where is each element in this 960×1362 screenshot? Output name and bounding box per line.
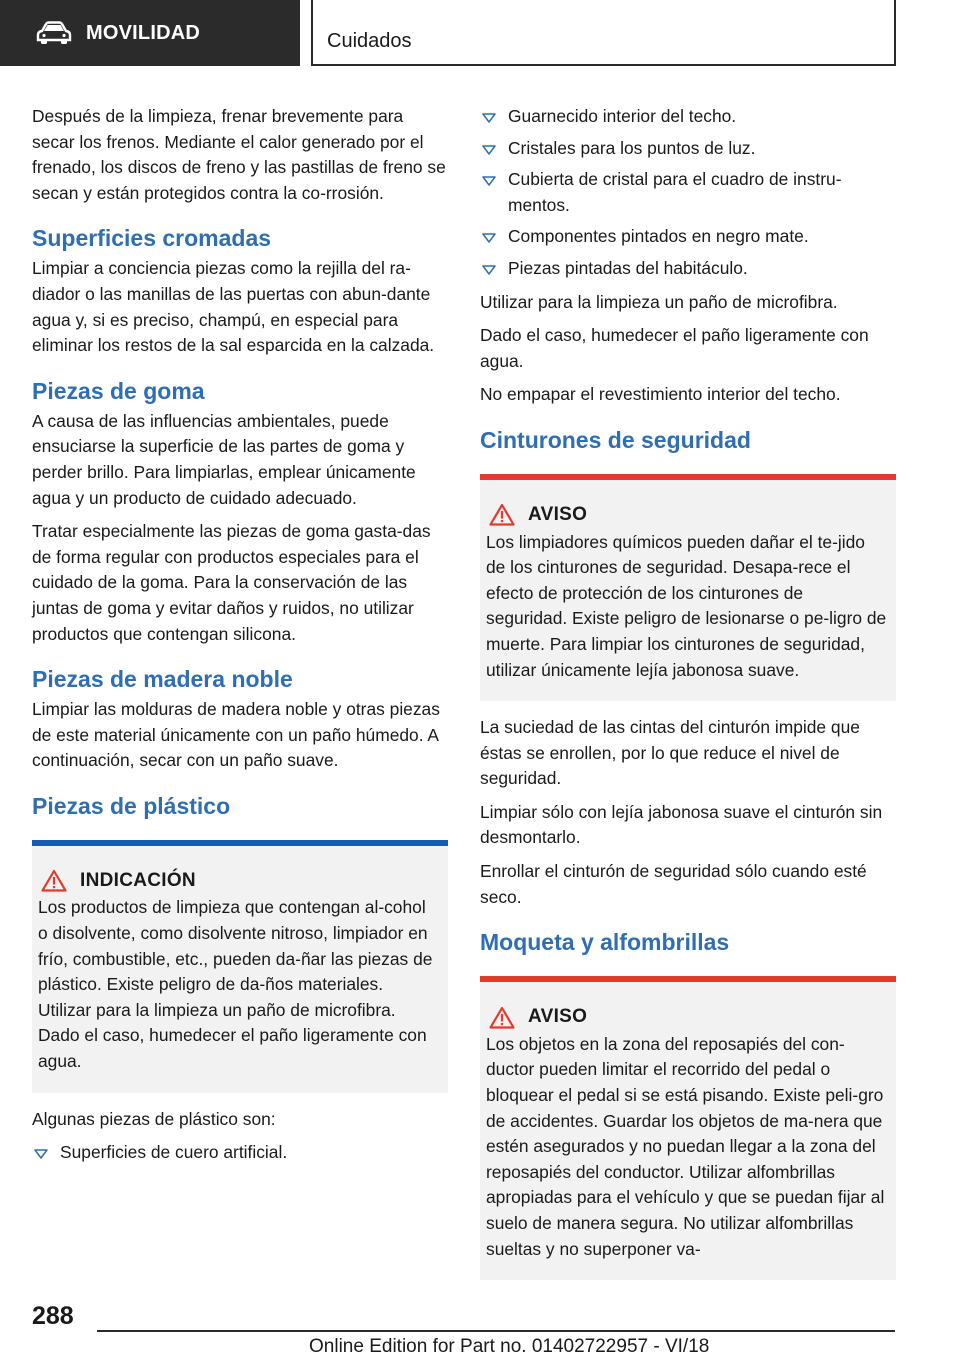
- warning-triangle-icon: [489, 503, 515, 526]
- list-item: Piezas pintadas del habitáculo.: [480, 256, 896, 282]
- page-header: [0, 0, 960, 66]
- warning-box-moqueta: [480, 976, 896, 1280]
- warning-text: Los limpiadores químicos pueden dañar el te-jido de los cinturones de seguridad. Desapa-rece el efecto de protección de los cinturones de seguridad. Existe peligro de lesionarse o pe-ligro de muerte. Para limpiar los cinturones de seguridad, utilizar únicamente lejía jabonosa suave.: [486, 531, 887, 680]
- list-item: Guarnecido interior del techo.: [480, 104, 896, 130]
- edition-label: Online Edition for Part no. 01402722957 - VI/18: [309, 1336, 710, 1357]
- heading-superficies-cromadas: Superficies cromadas: [32, 225, 272, 252]
- warning-triangle-icon: [489, 1006, 515, 1029]
- paragraph-enrollar: Enrollar el cinturón de seguridad sólo cuando esté seco.: [480, 861, 867, 907]
- car-icon: [36, 21, 72, 45]
- chapter-label: Cuidados: [327, 30, 412, 52]
- warning-triangle-icon: [41, 869, 67, 892]
- warning-header: [486, 1004, 888, 1030]
- paragraph-microfibra: Utilizar para la limpieza un paño de microfibra.: [480, 291, 838, 312]
- paragraph-no-empapar: No empapar el revestimiento interior del techo.: [480, 384, 841, 405]
- page-footer: [0, 1290, 960, 1362]
- footer-rule: [97, 1330, 895, 1332]
- notice-box: [32, 840, 448, 1093]
- paragraph-plastico: Algunas piezas de plástico son:: [32, 1108, 276, 1129]
- plastic-parts-list-cont: [480, 104, 896, 282]
- heading-piezas-plastico: Piezas de plástico: [32, 792, 231, 819]
- chapter-tab: [311, 0, 896, 66]
- paragraph-goma-2: Tratar especialmente las piezas de goma gasta-das de forma regular con productos especiales para el cuidado de la goma. Para la conservación de las juntas de goma y evitar daños y ruidos, no utilizar productos que contengan silicona.: [32, 521, 431, 644]
- paragraph-goma-1: A causa de las influencias ambientales, puede ensuciarse la superficie de las partes de goma y perder brillo. Para limpiarlas, emplear únicamente agua y un producto de cuidado adecuado.: [32, 410, 416, 508]
- list-item: Superficies de cuero artificial.: [32, 1140, 448, 1166]
- triangle-bullet-icon: [482, 113, 496, 123]
- heading-cinturones: Cinturones de seguridad: [480, 426, 751, 453]
- heading-piezas-goma: Piezas de goma: [32, 377, 205, 404]
- triangle-bullet-icon: [482, 176, 496, 186]
- section-label: MOVILIDAD: [86, 21, 201, 44]
- notice-title: INDICACIÓN: [80, 869, 196, 891]
- triangle-bullet-icon: [482, 145, 496, 155]
- paragraph-superficies: Limpiar a conciencia piezas como la rejilla del ra-diador o las manillas de las puertas con abun-dante agua y, si es preciso, champú, en especial para eliminar los restos de la sal esparcida en la calzada.: [32, 258, 435, 356]
- warning-header: [486, 502, 888, 528]
- heading-moqueta: Moqueta y alfombrillas: [480, 929, 730, 956]
- warning-text: Los objetos en la zona del reposapiés del con-ductor pueden limitar el recorrido del pedal o bloquear el pedal si se está pisando. Existe peli-gro de accidentes. Guardar los objetos de ma-nera que estén asegurados y no puedan llegar a la zona del reposapiés del conductor. Utilizar alfombrillas apropiadas para el vehículo y que se puedan fijar al suelo de manera segura. No utilizar alfombrillas sueltas y no superponer va-: [486, 1033, 885, 1259]
- right-column: [480, 104, 896, 1294]
- triangle-bullet-icon: [34, 1149, 48, 1159]
- notice-text: Los productos de limpieza que contengan al-cohol o disolvente, como disolvente nitroso, limpiador en frío, combustible, etc., pueden da-ñar las piezas de plástico. Existe peligro de da-ños materiales. Utilizar para la limpieza un paño de microfibra. Dado el caso, humedecer el paño ligeramente con agua.: [38, 897, 433, 1072]
- triangle-bullet-icon: [482, 233, 496, 243]
- list-item: Cubierta de cristal para el cuadro de instru-mentos.: [480, 167, 896, 218]
- left-column: [32, 104, 448, 1174]
- warning-title: AVISO: [528, 503, 588, 525]
- list-item: Componentes pintados en negro mate.: [480, 224, 896, 250]
- section-tab: [0, 0, 300, 66]
- paragraph-suciedad: La suciedad de las cintas del cinturón impide que éstas se enrollen, por lo que reduce el nivel de seguridad.: [480, 717, 860, 789]
- list-item: Cristales para los puntos de luz.: [480, 136, 896, 162]
- paragraph-humedecer: Dado el caso, humedecer el paño ligeramente con agua.: [480, 325, 869, 371]
- paragraph-lejia: Limpiar sólo con lejía jabonosa suave el cinturón sin desmontarlo.: [480, 801, 883, 848]
- notice-header: [38, 868, 440, 894]
- triangle-bullet-icon: [482, 265, 496, 275]
- warning-title: AVISO: [528, 1006, 588, 1028]
- warning-box-cinturones: [480, 474, 896, 701]
- page-number: 288: [32, 1302, 74, 1330]
- paragraph-madera: Limpiar las molduras de madera noble y otras piezas de este material únicamente con un paño húmedo. A continuación, secar con un paño suave.: [32, 699, 440, 771]
- heading-piezas-madera: Piezas de madera noble: [32, 666, 293, 693]
- plastic-parts-list: [32, 1140, 448, 1166]
- paragraph-frenos: Después de la limpieza, frenar brevemente para secar los frenos. Mediante el calor generado por el frenado, los discos de freno y las pastillas de freno se secan y están protegidos contra la co-rrosión.: [32, 106, 446, 203]
